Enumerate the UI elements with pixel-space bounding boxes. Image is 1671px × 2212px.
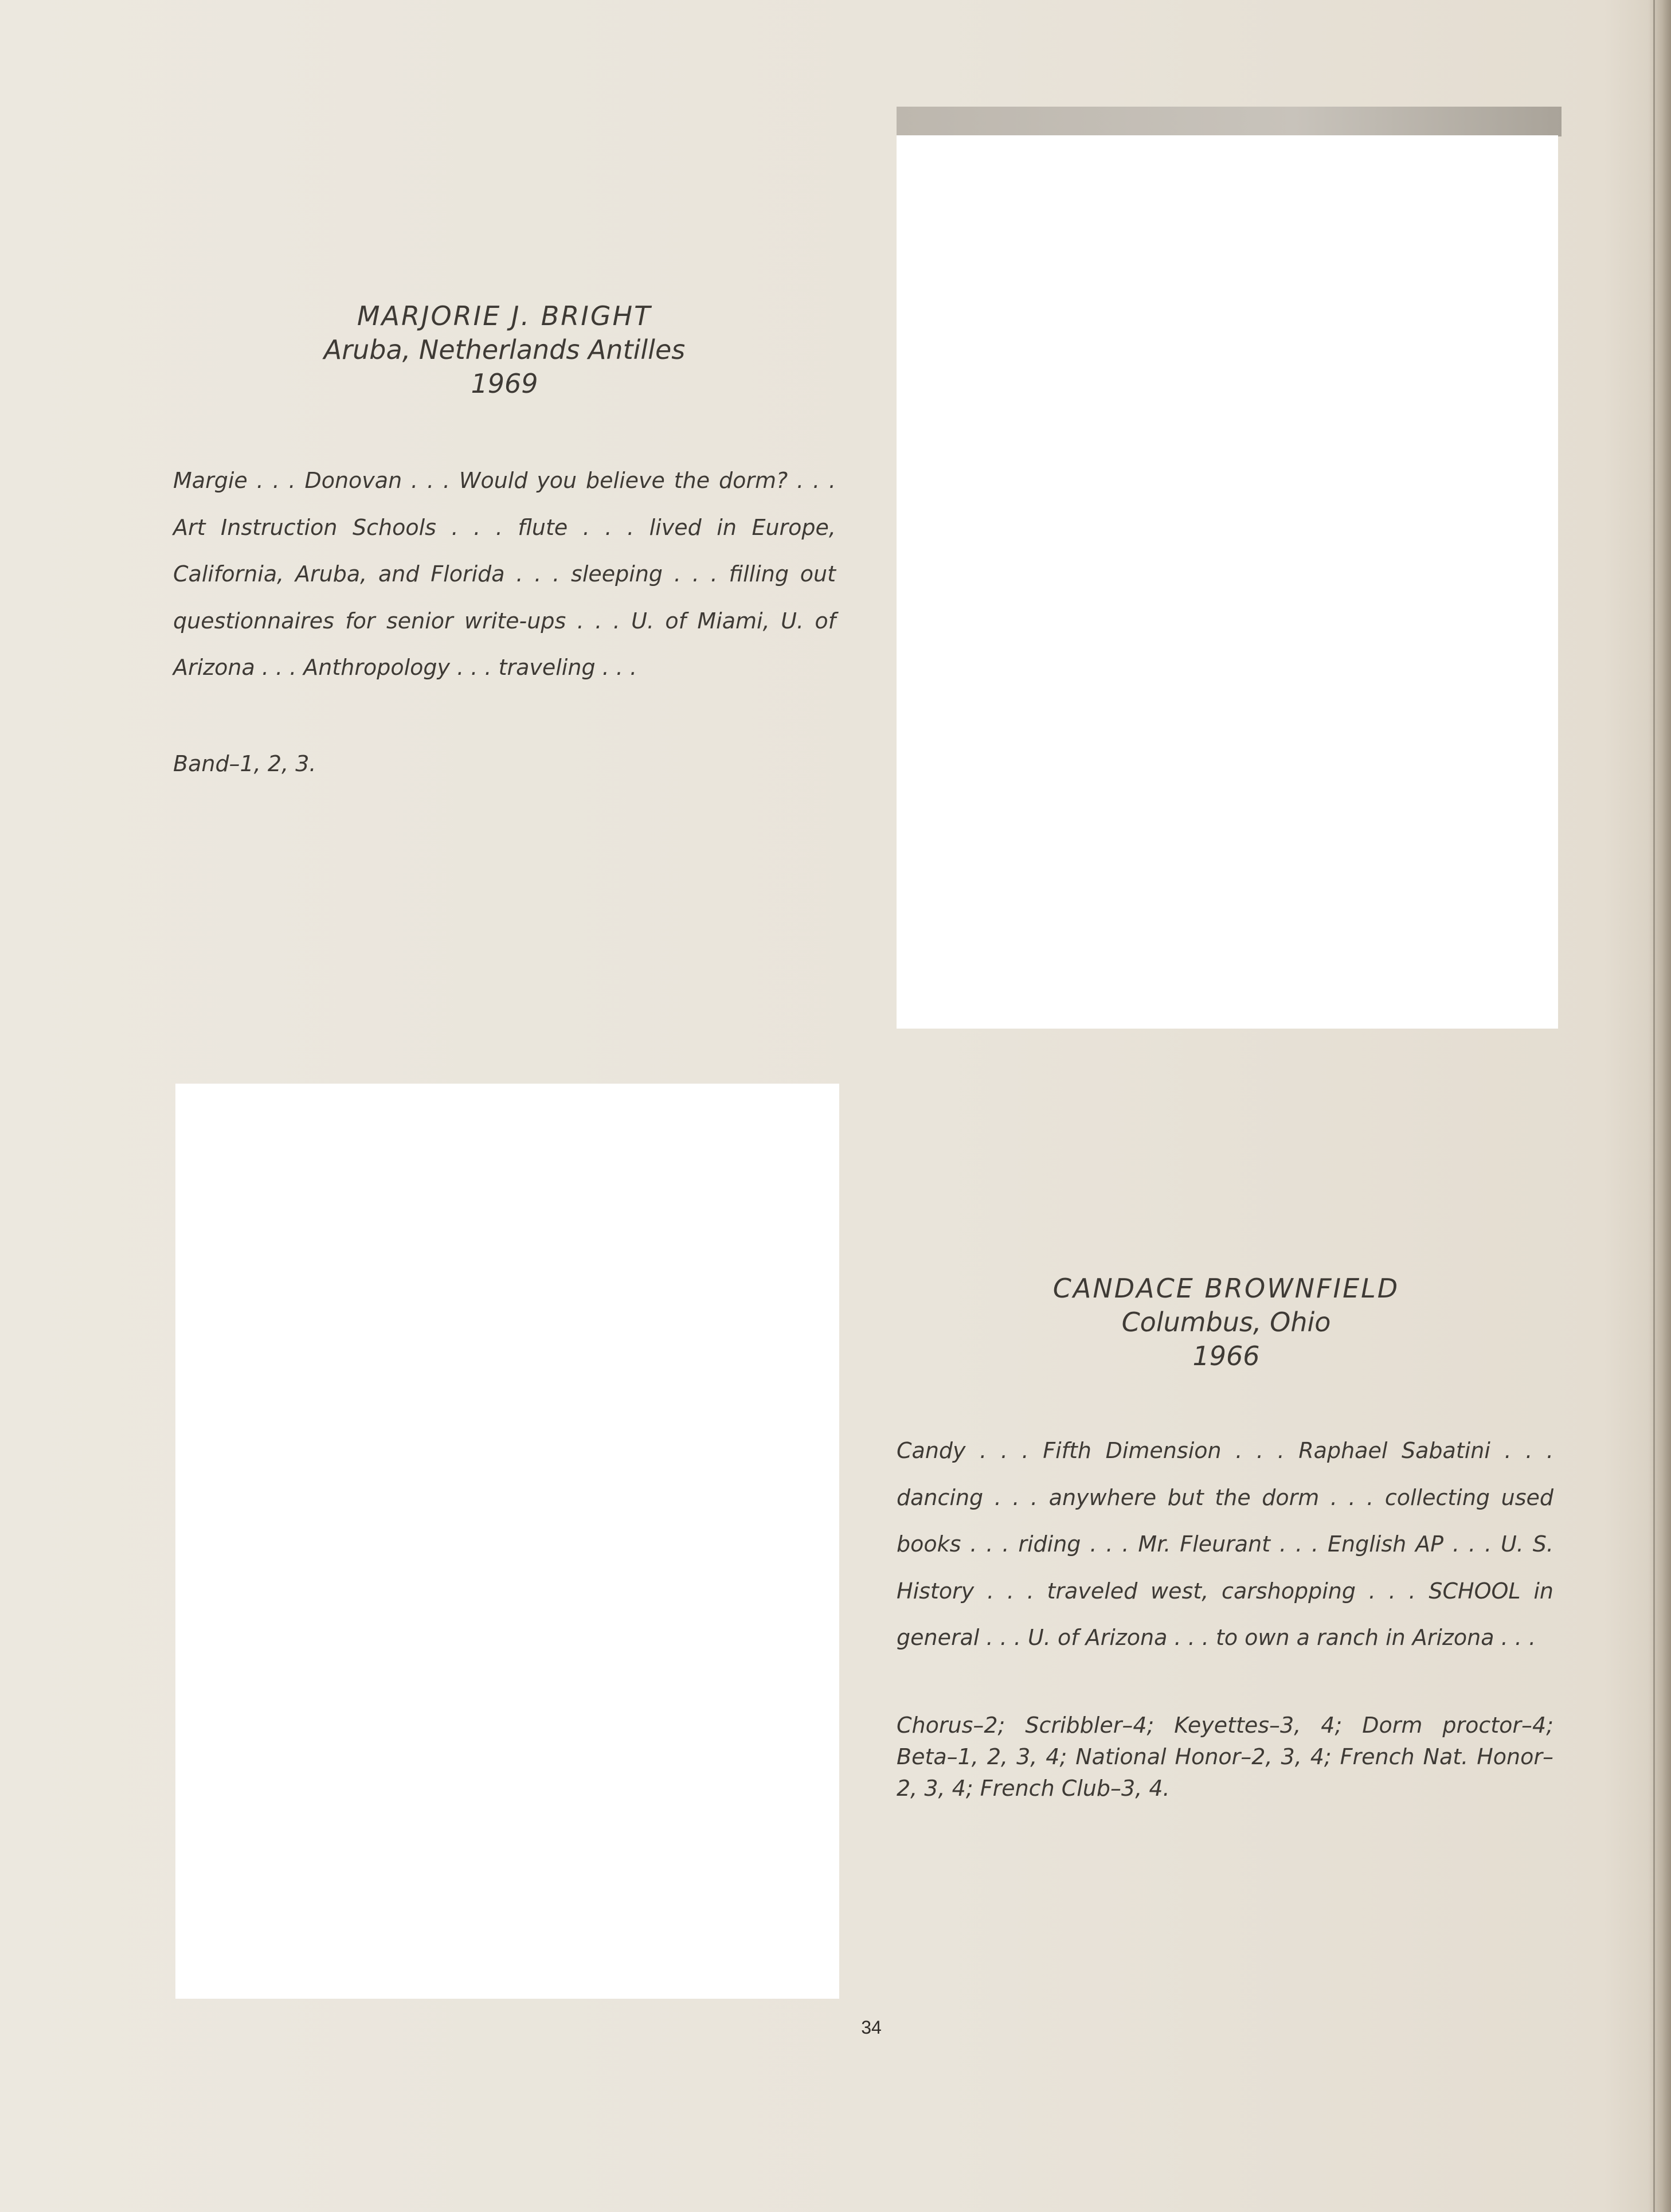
entry-heading-brownfield	[897, 1272, 1556, 1373]
student-bio: Candy . . . Fifth Dimension . . . Raphael Sabatini . . . dancing . . . anywhere but the dorm . . . collecting used books . . . riding . . . Mr. Fleurant . . . English AP . . . U. S. History . . . traveled west, carshopping . . . SCHOOL in general . . . U. of Arizona . . . to own a ranch in Arizona . . .	[897, 1438, 1553, 1650]
student-activities: Chorus–2; Scribbler–4; Keyettes–3, 4; Dorm proctor–4; Beta–1, 2, 3, 4; National Honor–2, 3, 4; French Nat. Honor–2, 3, 4; French Club–3, 4.	[897, 1713, 1553, 1801]
photo-top-right-border	[897, 107, 1562, 136]
student-hometown: Aruba, Netherlands Antilles	[323, 334, 686, 365]
page-number: 34	[861, 2017, 882, 2038]
page-edge-shadow	[1648, 0, 1671, 2212]
page-spine-line	[1653, 0, 1655, 2212]
student-name: CANDACE BROWNFIELD	[1052, 1273, 1400, 1304]
portrait-photo-bright	[175, 1084, 839, 1999]
student-year: 1969	[471, 368, 538, 399]
student-bio: Margie . . . Donovan . . . Would you believe the dorm? . . . Art Instruction Schools . . . flute . . . lived in Europe, California, Aruba, and Florida . . . sleeping . . . filling out questionnaires for senior write-ups . . . U. of Miami, U. of Arizona . . . Anthropology . . . traveling . . .	[173, 468, 836, 680]
student-hometown: Columbus, Ohio	[1121, 1307, 1331, 1338]
student-year: 1966	[1192, 1341, 1260, 1371]
student-name: MARJORIE J. BRIGHT	[357, 300, 652, 331]
entry-heading-bright	[172, 299, 837, 401]
student-activities: Band–1, 2, 3.	[173, 751, 316, 776]
portrait-photo-brownfield	[897, 135, 1558, 1029]
